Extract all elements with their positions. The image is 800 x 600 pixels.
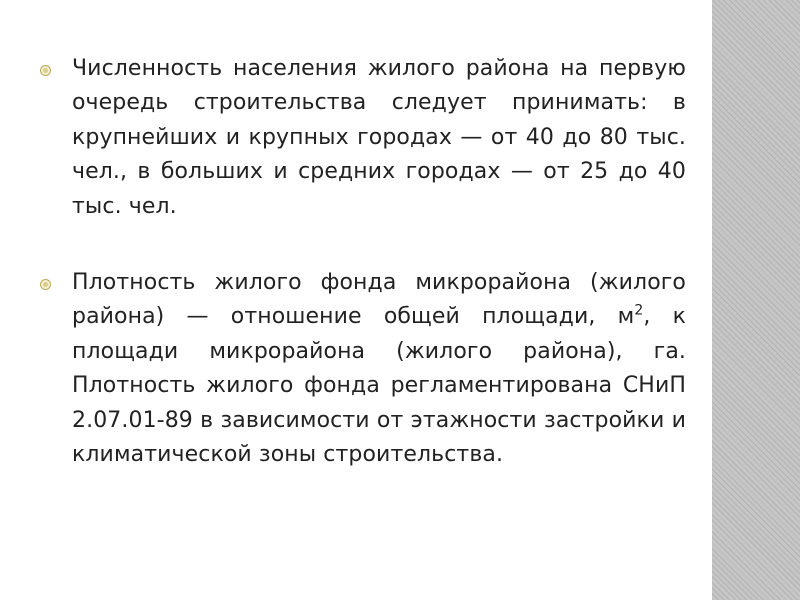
slide-body bbox=[40, 52, 686, 514]
superscript-exponent: 2 bbox=[634, 303, 644, 320]
decorative-side-stripe bbox=[712, 0, 800, 600]
bullet-dot-icon bbox=[41, 66, 50, 75]
bullet-text bbox=[72, 266, 686, 472]
bullet-text-part: Плотность жилого фонда микрорайона (жилого района) — отношение общей площади, м bbox=[72, 270, 686, 330]
bullet-item-population bbox=[40, 52, 686, 224]
bullet-text: Численность населения жилого района на первую очередь строительства следует принимать: в крупнейших и крупных городах — от 40 до 80 тыс. чел., в больших и средних городах — от 25 до 40 тыс. чел. bbox=[72, 56, 686, 219]
bullet-dot-icon bbox=[41, 280, 50, 289]
bullet-text-part: , к площади микрорайона (жилого района), га. Плотность жилого фонда регламентирована СНиП 2.07.01-89 в зависимости от этажности застройки и климатической зоны строительства. bbox=[72, 304, 686, 468]
bullet-item-housing-density bbox=[40, 266, 686, 472]
